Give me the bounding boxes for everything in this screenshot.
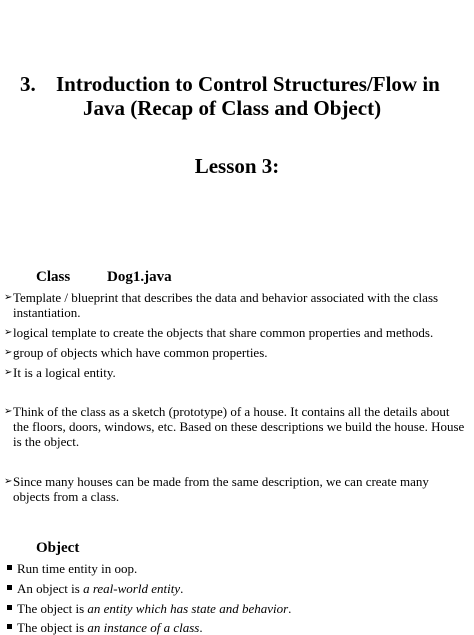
square-bullet-icon bbox=[7, 624, 12, 629]
class-list-item bbox=[4, 325, 466, 340]
arrow-bullet-icon: ➢ bbox=[4, 347, 13, 358]
arrow-bullet-icon: ➢ bbox=[4, 476, 13, 487]
class-list-item-text: Since many houses can be made from the same description, we can create many objects from a class. bbox=[13, 474, 429, 504]
section-number: 3. bbox=[20, 72, 36, 96]
class-file-name: Dog1.java bbox=[107, 269, 172, 285]
object-list-item-text: The object is an instance of a class. bbox=[17, 620, 203, 635]
class-list-item-text: Think of the class as a sketch (prototype) of a house. It contains all the details about the floors, doors, windows, etc. Based on these descriptions we build the house. House is the object. bbox=[13, 404, 465, 449]
object-list-item-text: Run time entity in oop. bbox=[17, 561, 138, 576]
object-list-item-text: The object is an entity which has state and behavior. bbox=[17, 601, 292, 616]
class-list-item bbox=[4, 345, 466, 360]
object-list-item bbox=[7, 581, 467, 596]
section-title-line-2: Java (Recap of Class and Object) bbox=[83, 96, 382, 120]
class-heading: Class bbox=[36, 269, 71, 285]
square-bullet-icon bbox=[7, 605, 12, 610]
lesson-heading: Lesson 3: bbox=[194, 154, 280, 178]
section-title-line-1: Introduction to Control Structures/Flow in bbox=[56, 72, 440, 96]
arrow-bullet-icon: ➢ bbox=[4, 327, 13, 338]
class-list-item-text: logical template to create the objects that share common properties and methods. bbox=[13, 325, 434, 340]
object-list-item bbox=[7, 620, 467, 635]
arrow-bullet-icon: ➢ bbox=[4, 406, 13, 417]
object-list-item bbox=[7, 561, 467, 576]
class-list-item bbox=[4, 404, 466, 449]
class-list-item-text: Template / blueprint that describes the data and behavior associated with the class instantiation. bbox=[13, 290, 439, 320]
square-bullet-icon bbox=[7, 565, 12, 570]
class-list-item bbox=[4, 290, 466, 320]
class-list-item bbox=[4, 365, 466, 380]
arrow-bullet-icon: ➢ bbox=[4, 367, 13, 378]
object-heading: Object bbox=[36, 540, 80, 556]
arrow-bullet-icon: ➢ bbox=[4, 292, 13, 303]
object-list-item bbox=[7, 601, 467, 616]
class-list-item-text: group of objects which have common properties. bbox=[13, 345, 268, 360]
object-list-item-text: An object is a real-world entity. bbox=[17, 581, 184, 596]
class-list-item-text: It is a logical entity. bbox=[13, 365, 116, 380]
square-bullet-icon bbox=[7, 585, 12, 590]
class-list-item bbox=[4, 474, 466, 504]
